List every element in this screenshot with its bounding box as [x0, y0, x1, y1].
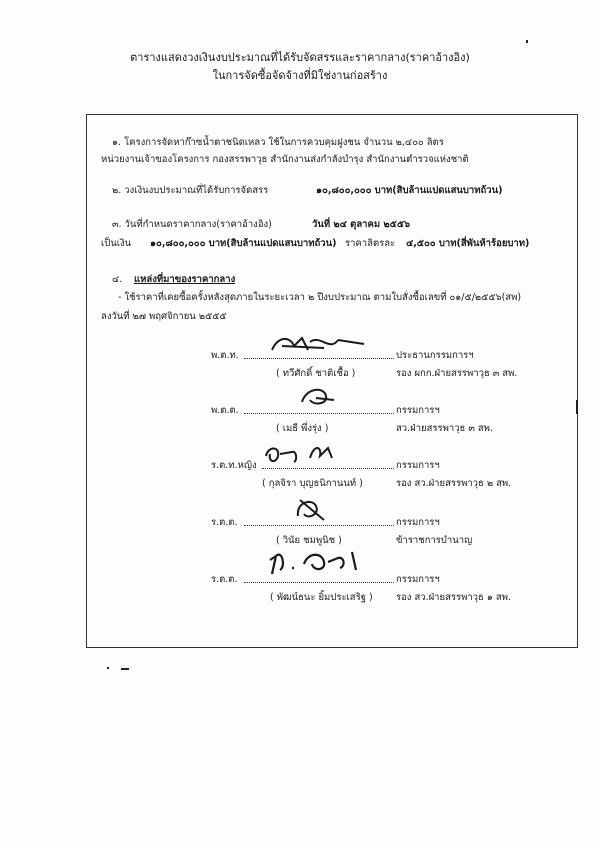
signatory-1-rank: พ.ต.ท.	[211, 350, 239, 361]
section-2-budget-value: ๑๐,๘๐๐,๐๐๐ บาท(สิบล้านแปดแสนบาทถ้วน)	[316, 185, 503, 196]
signatory-5-position: รอง สว.ฝ่ายสรรพาวุธ ๑ สพ.	[396, 592, 511, 603]
document-title-line2: ในการจัดซื้อจัดจ้างที่มิใช่งานก่อสร้าง	[212, 69, 388, 82]
signatory-3-role: กรรมการฯ	[396, 460, 440, 471]
signatory-5-role: กรรมการฯ	[396, 574, 440, 585]
section-1-agency: หน่วยงานเจ้าของโครงการ กองสรรพาวุธ สำนักงานส่งกำลังบำรุง สำนักงานตำรวจแห่งชาติ	[101, 154, 469, 165]
signature-mark	[268, 332, 378, 358]
document-title-line1: ตารางแสดงวงเงินงบประมาณที่ได้รับจัดสรรและราคากลาง(ราคาอ้างอิง)	[130, 51, 470, 64]
section-1-project: ๑. โครงการจัดหาก๊าซน้ำตาชนิดเหลว ใช้ในการควบคุมฝูงชน จำนวน ๒,๔๐๐ ลิตร	[112, 137, 444, 148]
signatory-3-name: ( กุลจิรา บุญธนิกานนท์ )	[262, 478, 363, 489]
section-3-unit-price: ๔,๕๐๐ บาท(สี่พันห้าร้อยบาท)	[406, 238, 530, 249]
signature-mark	[262, 440, 346, 468]
section-3-unit-label: ราคาลิตรละ	[345, 238, 396, 249]
section-4-heading: แหล่งที่มาของราคากลาง	[134, 274, 236, 285]
scan-speck	[107, 667, 109, 669]
section-3-amount-prefix: เป็นเงิน	[101, 238, 132, 249]
scan-speck	[526, 40, 528, 43]
signatory-5-name: ( พัฒน์ธนะ ยิ้มประเสริฐ )	[270, 592, 373, 603]
section-3-date-label: ๓. วันที่กำหนดราคากลาง(ราคาอ้างอิง)	[112, 219, 272, 230]
signatory-5-rank: ร.ต.ต.	[211, 574, 238, 585]
signatory-1-position: รอง ผกก.ฝ่ายสรรพาวุธ ๓ สพ.	[396, 368, 518, 379]
signatory-1-role: ประธานกรรมการฯ	[396, 350, 474, 361]
section-4-source: - ใช้ราคาที่เคยซื้อครั้งหลังสุดภายในระยะเวลา ๒ ปีงบประมาณ ตามใบสั่งซื้อเลขที่ ๐๑/๕/๒๕๕๖(สพ)	[118, 292, 522, 303]
signatory-4-rank: ร.ต.ต.	[211, 517, 238, 528]
signatory-3-position: รอง สว.ฝ่ายสรรพาวุธ ๒ สพ.	[396, 478, 512, 489]
section-4-number: ๔.	[112, 274, 123, 285]
section-2-budget-label: ๒. วงเงินงบประมาณที่ได้รับการจัดสรร	[112, 185, 269, 196]
signatory-3-rank: ร.ต.ท.หญิง	[211, 460, 257, 471]
section-3-date: วันที่ ๒๔ ตุลาคม ๒๕๕๖	[312, 219, 411, 230]
signatory-4-position: ข้าราชการบำนาญ	[396, 535, 473, 546]
scan-speck	[121, 668, 129, 670]
signature-mark	[266, 546, 376, 578]
section-4-date: ลงวันที่ ๒๗ พฤศจิกายน ๒๕๕๕	[101, 311, 227, 322]
signatory-2-name: ( เมธี พึ่งรุ่ง )	[276, 423, 329, 434]
signatory-4-name: ( วินัย ชมพูนิช )	[276, 535, 342, 546]
signatory-2-position: สว.ฝ่ายสรรพาวุธ ๓ สพ.	[396, 423, 493, 434]
signature-mark	[296, 382, 340, 412]
signature-mark	[290, 494, 330, 526]
signatory-1-name: ( ทวีศักดิ์ ชาติเชื้อ )	[276, 368, 356, 379]
section-3-amount: ๑๐,๘๐๐,๐๐๐ บาท(สิบล้านแปดแสนบาทถ้วน)	[150, 238, 337, 249]
signatory-4-role: กรรมการฯ	[396, 517, 440, 528]
signatory-2-rank: พ.ต.ต.	[211, 405, 239, 416]
signatory-2-role: กรรมการฯ	[396, 405, 440, 416]
scan-speck	[576, 400, 578, 414]
